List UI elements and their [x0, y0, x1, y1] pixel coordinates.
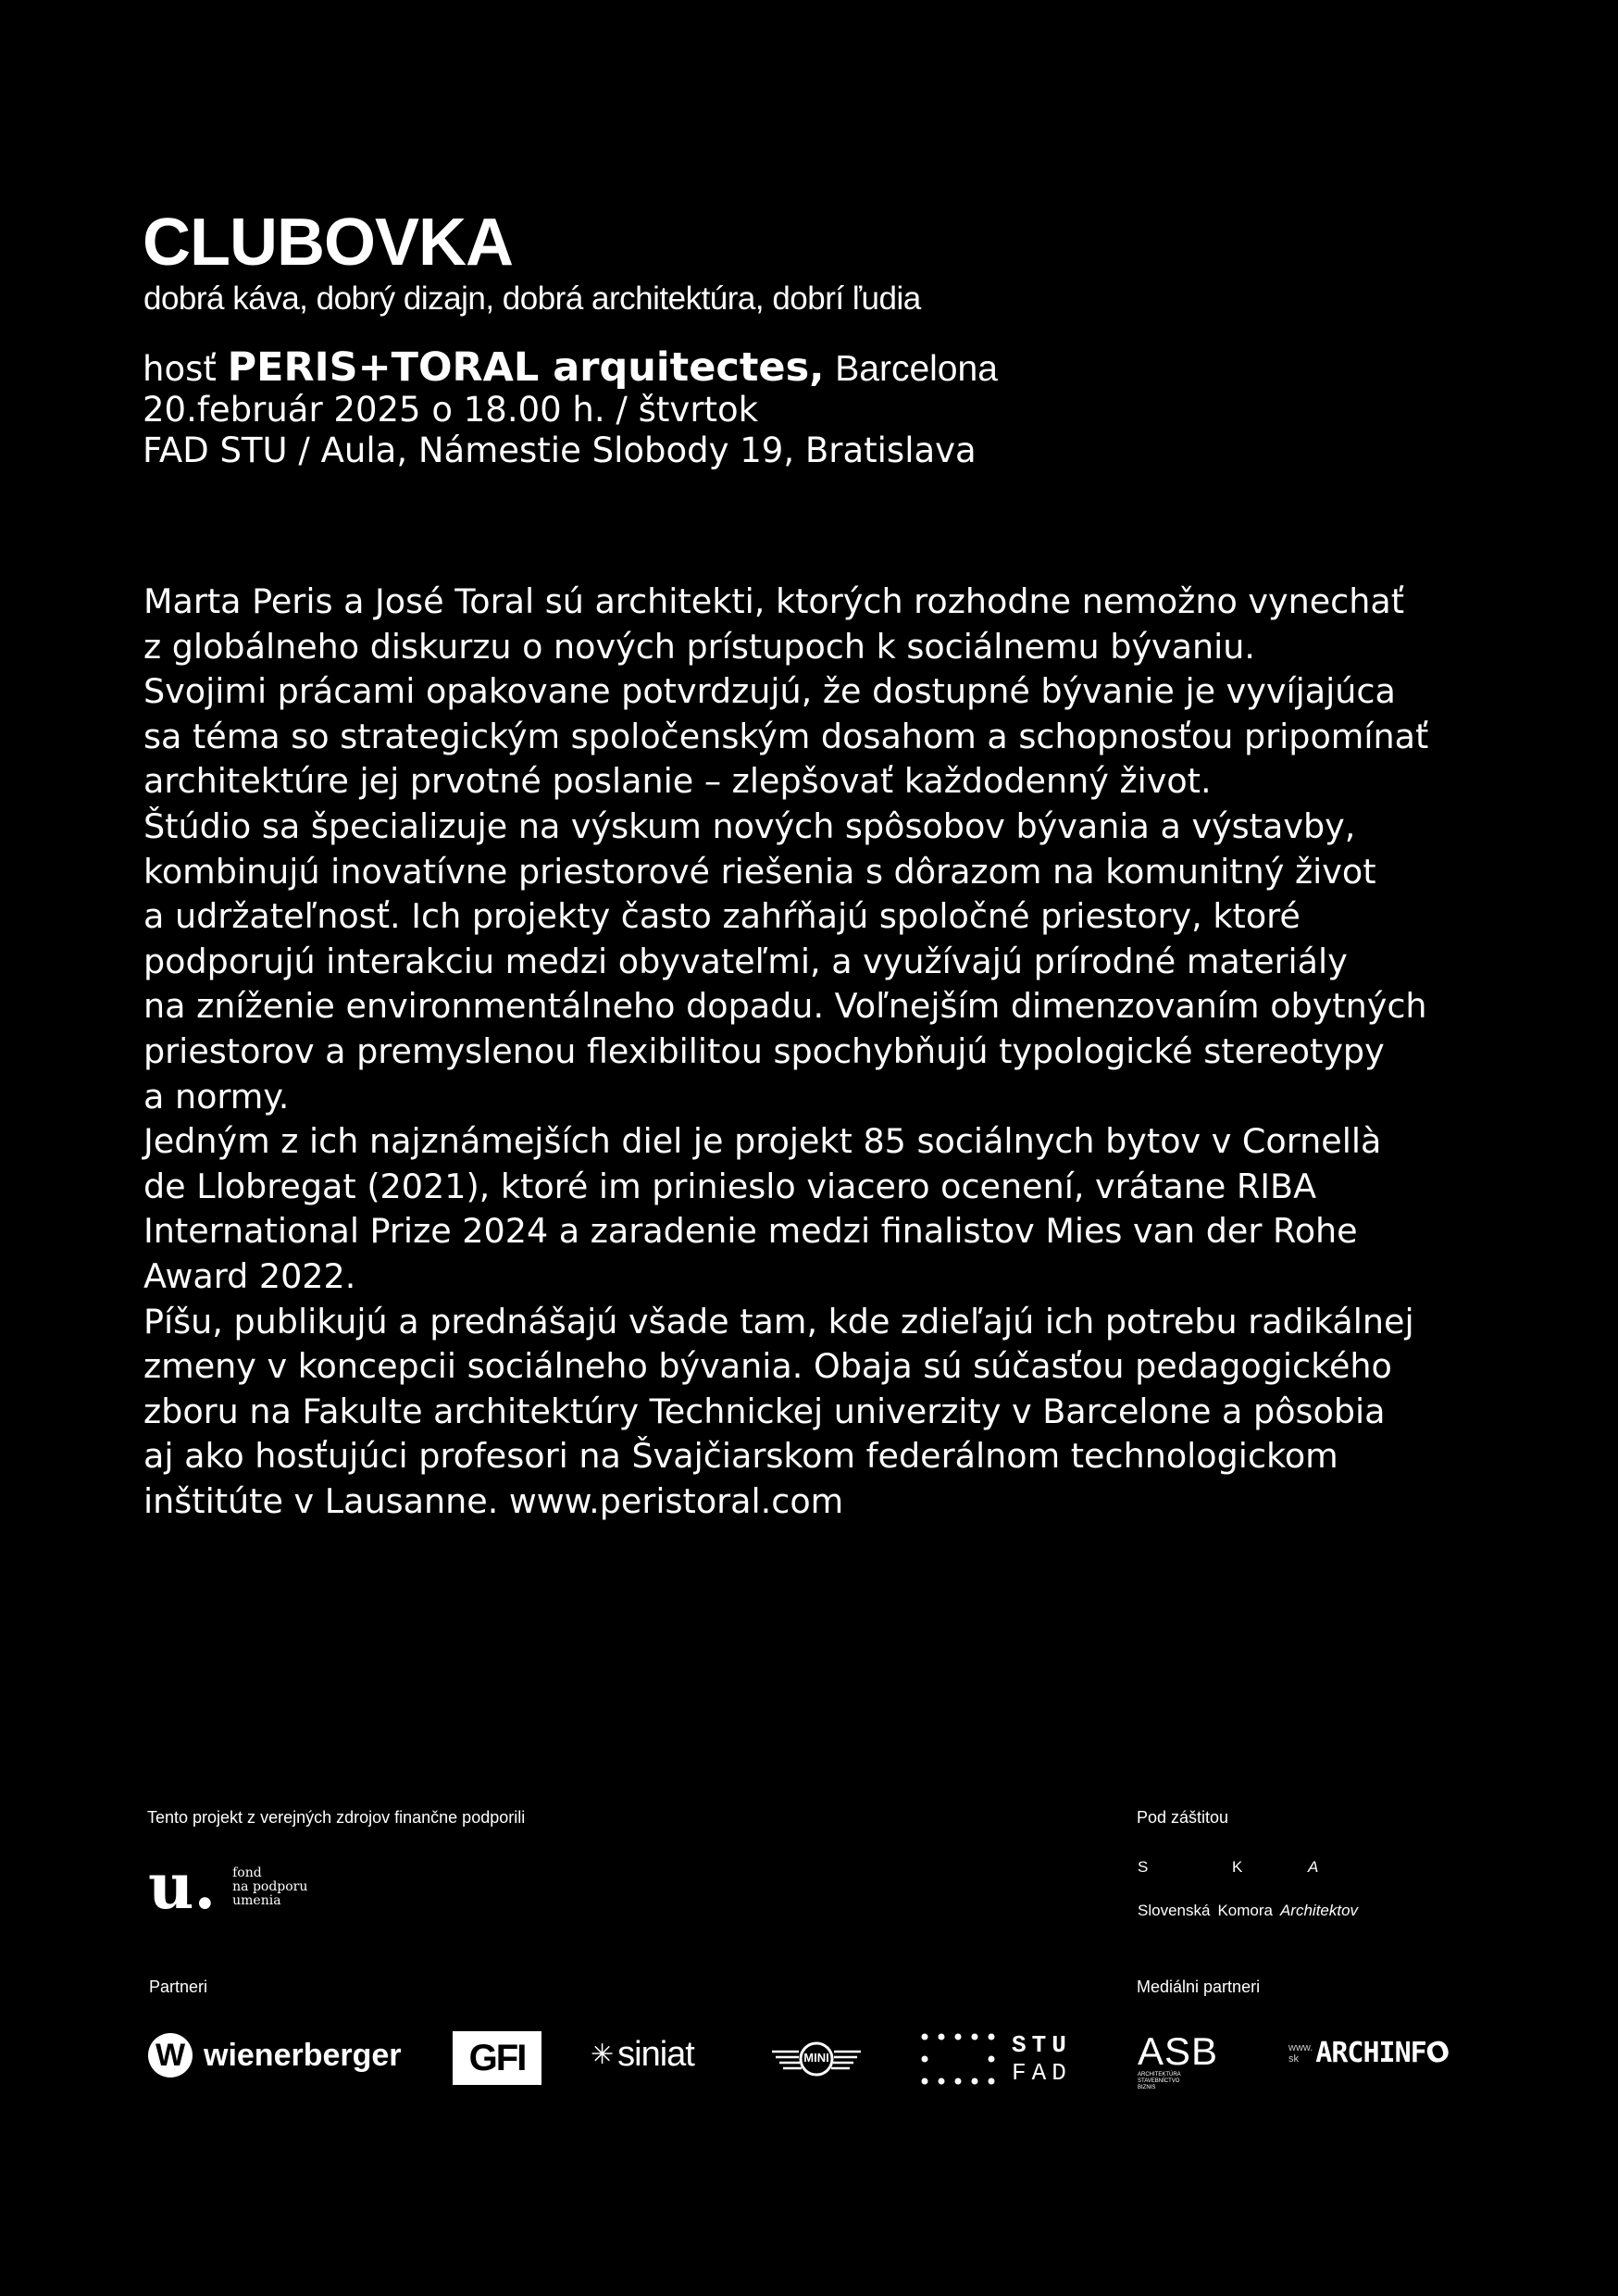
wienerberger-logo [148, 2033, 402, 2078]
ska-letter: A [1308, 1858, 1319, 1876]
body-line: podporujú interakciu medzi obyvateľmi, a využívajú prírodné materiály [143, 941, 1348, 981]
fpu-text [232, 1866, 307, 1908]
body-line: zmeny v koncepcii sociálneho bývania. Obaja sú súčasťou pedagogického [143, 1346, 1392, 1387]
guest-line [143, 344, 998, 391]
fad-text: FAD [1012, 2059, 1072, 2087]
fpu-logo [148, 1850, 308, 1924]
tagline: dobrá káva, dobrý dizajn, dobrá architektúra, dobrí ľudia [143, 281, 921, 317]
body-line: na zníženie environmentálneho dopadu. Voľnejším dimenzovaním obytných [143, 986, 1427, 1027]
body-line: Píšu, publikujú a prednášajú všade tam, kde zdieľajú ich potrebu radikálnej [143, 1301, 1414, 1341]
body-line: Marta Peris a José Toral sú architekti, ktorých rozhodne nemožno vynechať [143, 581, 1405, 621]
mini-logo [770, 2037, 863, 2081]
wienerberger-name: wienerberger [204, 2037, 402, 2073]
fpu-line: na podporu [232, 1878, 308, 1894]
page-title: CLUBOVKA [143, 206, 513, 280]
fpu-line: umenia [232, 1892, 281, 1908]
body-line: sa téma so strategickým spoločenským dosahom a schopnosťou pripomínať [143, 716, 1429, 756]
archinfo-name: ARCHINF [1315, 2037, 1426, 2069]
archinfo-prefix-line: www. [1288, 2041, 1313, 2053]
body-line: a normy. [143, 1076, 290, 1117]
asb-sub-line: STAVEBNÍCTVO [1138, 2078, 1180, 2084]
guest-prefix: hosť [143, 349, 217, 389]
stu-text: STU [1012, 2031, 1072, 2059]
partners-label: Partneri [149, 1978, 208, 1996]
body-line: z globálneho diskurzu o nových prístupoch k sociálnemu bývaniu. [143, 626, 1256, 667]
body-line: de Llobregat (2021), ktoré im prinieslo viacero ocenení, vrátane RIBA [143, 1166, 1317, 1206]
stu-fad-logo [921, 2031, 1072, 2087]
ska-letter: K [1232, 1858, 1243, 1876]
body-line: inštitúte v Lausanne. www.peristoral.com [143, 1480, 844, 1521]
date-line: 20.február 2025 o 18.00 h. / štvrtok [143, 390, 759, 430]
archinfo-prefix [1288, 2042, 1313, 2065]
ska-word: Architektov [1279, 1902, 1359, 1919]
body-line: International Prize 2024 a zaradenie medzi finalistov Mies van der Rohe [143, 1211, 1358, 1252]
guest-name: PERIS+TORAL arquitectes, [227, 344, 825, 391]
body-line: priestorov a premyslenou flexibilitou spochybňujú typologické stereotypy [143, 1030, 1385, 1071]
body-line: Štúdio sa špecializuje na výskum nových spôsobov bývania a výstavby, [143, 805, 1356, 846]
body-line: zboru na Fakulte architektúry Technickej univerzity v Barcelone a pôsobia [143, 1391, 1386, 1431]
body-line: a udržateľnosť. Ich projekty často zahŕňajú spoločné priestory, ktoré [143, 896, 1301, 937]
ska-word: Slovenská [1138, 1902, 1211, 1919]
wienerberger-mark: W [148, 2033, 193, 2078]
body-line: Award 2022. [143, 1255, 356, 1296]
asb-logo [1138, 2031, 1218, 2091]
event-info [143, 344, 998, 471]
siniat-logo [591, 2035, 694, 2075]
ska-letter: S [1138, 1858, 1149, 1876]
venue-line: FAD STU / Aula, Námestie Slobody 19, Bratislava [143, 430, 977, 470]
ska-logo [1138, 1857, 1358, 1920]
ska-word: Komora [1217, 1902, 1273, 1919]
ska-words [1138, 1902, 1358, 1920]
siniat-name: siniat [617, 2035, 694, 2074]
body-line: Svojimi prácami opakovane potvrdzujú, že dostupné bývanie je vyvíjajúca [143, 671, 1396, 712]
ska-letters [1138, 1857, 1358, 1878]
asb-name: ASB [1138, 2029, 1219, 2073]
funding-label: Tento projekt z verejných zdrojov finančne podporili [147, 1808, 526, 1827]
asb-sub [1138, 2072, 1218, 2091]
archinfo-suffix: O [1421, 2033, 1455, 2073]
stu-dots-icon [921, 2031, 995, 2087]
body-line: Jedným z ich najznámejších diel je projekt 85 sociálnych bytov v Cornellà [143, 1121, 1382, 1162]
archinfo-logo [1288, 2033, 1455, 2073]
body-line: aj ako hosťujúci profesori na Švajčiarskom federálnom technologickom [143, 1436, 1338, 1477]
asb-sub-line: BIZNIS [1138, 2085, 1156, 2090]
body-line: kombinujú inovatívne priestorové riešenia s dôrazom na komunitný život [143, 851, 1376, 892]
stu-fad-text [1012, 2031, 1072, 2087]
fpu-mark: u. [148, 1850, 217, 1924]
gfi-logo: GFI [453, 2031, 541, 2085]
patronage-label: Pod záštitou [1137, 1808, 1229, 1827]
body-line: architektúre jej prvotné poslanie – zlepšovať každodenný život. [143, 761, 1212, 802]
media-partners-label: Mediálni partneri [1137, 1978, 1261, 1996]
archinfo-prefix-line: sk [1288, 2053, 1299, 2065]
mini-name: MINI [803, 2051, 829, 2065]
body-text [143, 580, 1532, 1524]
guest-city: Barcelona [835, 349, 998, 389]
siniat-star-icon: ✳ [591, 2039, 615, 2071]
fpu-line: fond [232, 1865, 262, 1880]
asb-sub-line: ARCHITEKTÚRA [1138, 2072, 1181, 2078]
